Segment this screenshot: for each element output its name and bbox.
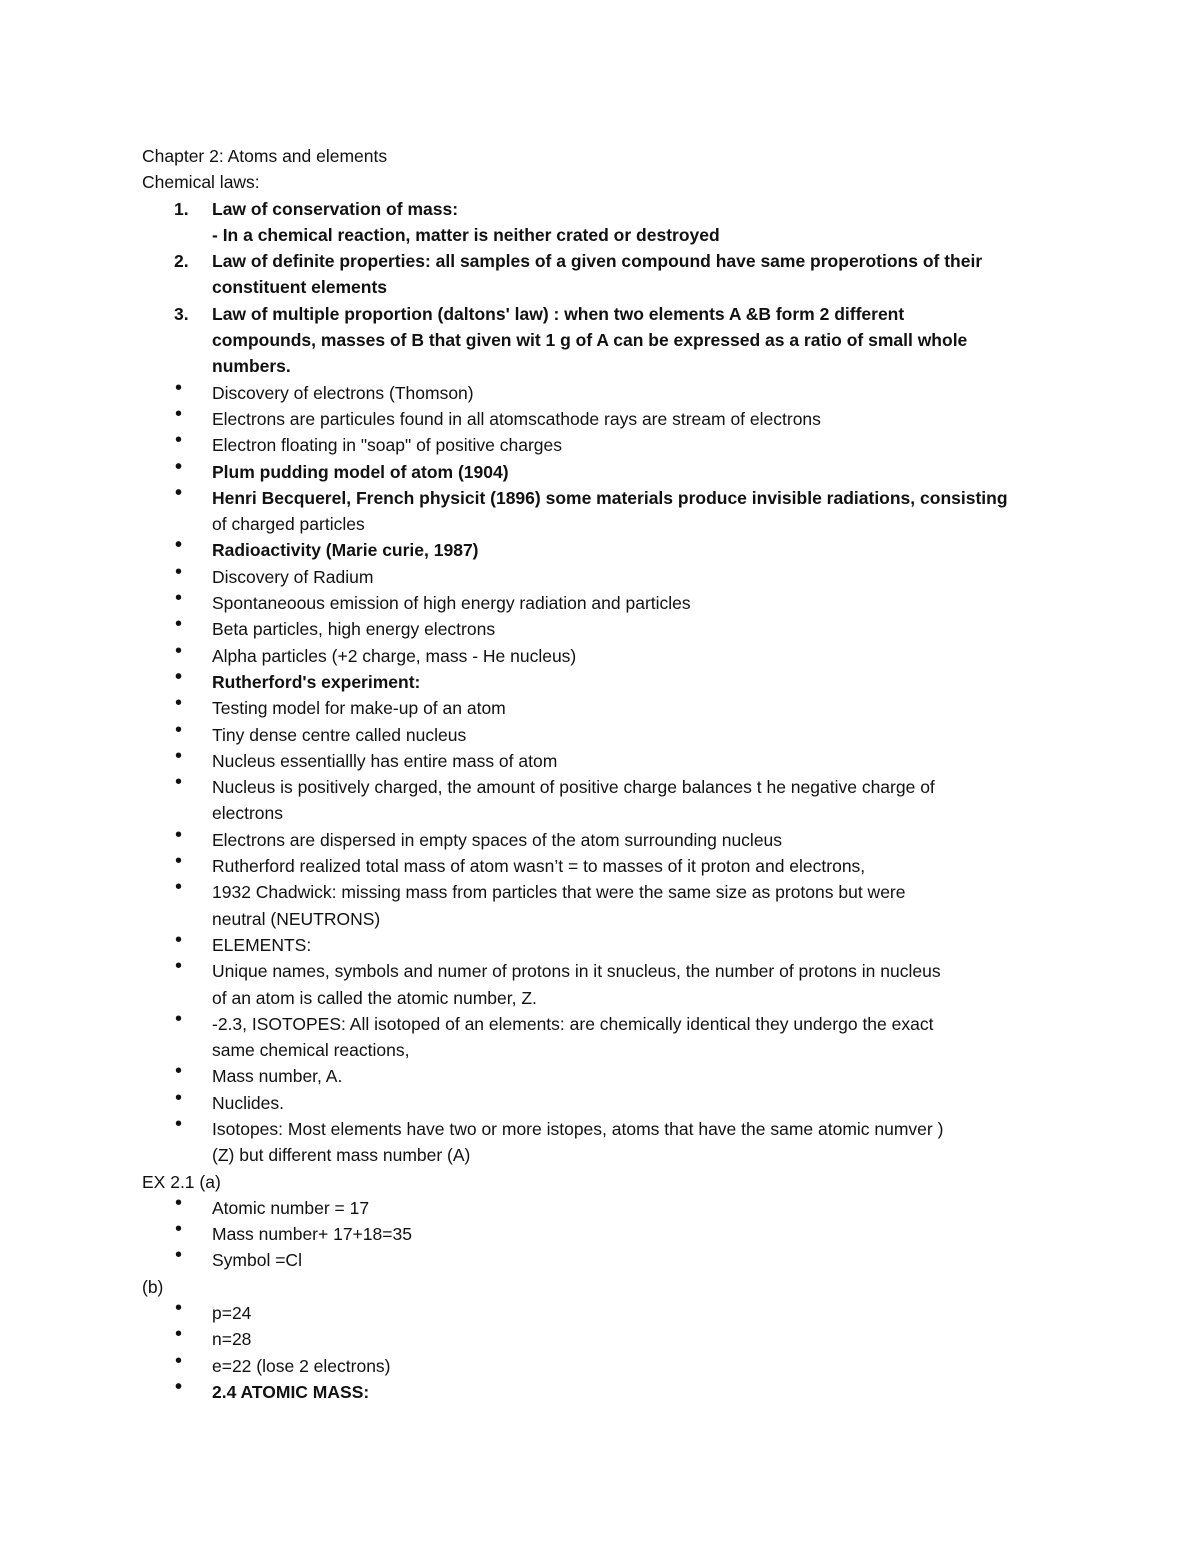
- bullet-item: [142, 1191, 1082, 1221]
- bullet-item: [142, 402, 1082, 432]
- bullet-item: [142, 744, 1082, 774]
- bullet-text: 1932 Chadwick: missing mass from particles that were the same size as protons but were: [212, 882, 906, 903]
- bullet-icon: •: [175, 771, 183, 794]
- list-number: 2.: [174, 251, 189, 272]
- bullet-text: 2.4 ATOMIC MASS:: [212, 1381, 370, 1402]
- numbered-item: [142, 301, 1082, 327]
- bullet-item: [142, 955, 1082, 984]
- bullet-item: [142, 455, 1082, 485]
- bullet-item: [142, 560, 1082, 590]
- bullet-text: e=22 (lose 2 electrons): [212, 1355, 391, 1376]
- list-item-continuation: [142, 353, 1082, 379]
- bullet-icon: •: [175, 1112, 183, 1135]
- list-item-text: - In a chemical reaction, matter is neither crated or destroyed: [212, 224, 720, 245]
- bullet-item: [142, 1112, 1082, 1142]
- list-item-continuation: [142, 327, 1082, 353]
- bullet-icon: •: [175, 718, 183, 741]
- bullet-text: electrons: [212, 803, 284, 824]
- bullet-text: Discovery of Radium: [212, 566, 374, 587]
- list-number: 1.: [174, 198, 189, 219]
- bullet-text: Nuclides.: [212, 1092, 284, 1113]
- bullet-item: [142, 429, 1082, 458]
- bullet-text: Isotopes: Most elements have two or more istopes, atoms that have the same atomic numver ): [212, 1118, 944, 1139]
- list-number: 3.: [174, 303, 189, 324]
- bullet-icon: •: [175, 1375, 183, 1398]
- bullet-text: Mass number, A.: [212, 1066, 343, 1087]
- bullet-item: [142, 1323, 1082, 1352]
- bullet-continuation: [142, 906, 1082, 932]
- bullet-continuation: [142, 1037, 1082, 1063]
- bullet-text: p=24: [212, 1303, 252, 1324]
- bullet-icon: •: [175, 613, 183, 636]
- bullet-icon: •: [175, 587, 183, 610]
- bullet-item: [142, 1007, 1082, 1037]
- section-heading: Chemical laws:: [142, 172, 260, 193]
- bullet-item: [142, 613, 1082, 642]
- bullet-icon: •: [175, 1191, 183, 1214]
- bullet-text: Electron floating in "soap" of positive charges: [212, 435, 562, 456]
- bullet-icon: •: [175, 1007, 183, 1030]
- bullet-icon: •: [175, 1323, 183, 1346]
- bullet-icon: •: [175, 744, 183, 767]
- bullet-item: [142, 876, 1082, 905]
- bullet-text: Symbol =Cl: [212, 1250, 302, 1271]
- bullet-icon: •: [175, 534, 183, 557]
- bullet-text: same chemical reactions,: [212, 1040, 410, 1061]
- bullet-item: [142, 481, 1082, 511]
- bullet-icon: •: [175, 481, 183, 504]
- list-item-text: compounds, masses of B that given wit 1 g of A can be expressed as a ratio of small whole: [212, 330, 968, 351]
- bullet-icon: •: [175, 1060, 183, 1083]
- bullet-icon: •: [175, 876, 183, 899]
- bullet-text: Radioactivity (Marie curie, 1987): [212, 540, 479, 561]
- bullet-item: [142, 639, 1082, 669]
- bullet-text: Mass number+ 17+18=35: [212, 1224, 412, 1245]
- bullet-item: [142, 1349, 1082, 1379]
- bullet-text: Discovery of electrons (Thomson): [212, 382, 474, 403]
- bullet-item: [142, 1244, 1082, 1273]
- example-heading: EX 2.1 (a): [142, 1171, 221, 1192]
- list-item-text: Law of definite properties: all samples of a given compound have same properotions of their: [212, 251, 983, 272]
- bullet-icon: •: [175, 1218, 183, 1241]
- bullet-item: [142, 665, 1082, 695]
- bullet-text: Beta particles, high energy electrons: [212, 619, 496, 640]
- bullet-continuation: [142, 511, 1082, 537]
- bullet-continuation: [142, 800, 1082, 826]
- bullet-icon: •: [175, 1086, 183, 1109]
- bullet-continuation: [142, 1142, 1082, 1168]
- bullet-text: Atomic number = 17: [212, 1197, 370, 1218]
- bullet-item: [142, 823, 1082, 853]
- bullet-icon: •: [175, 955, 183, 978]
- bullet-icon: •: [175, 850, 183, 873]
- bullet-item: [142, 534, 1082, 563]
- bullet-text: (Z) but different mass number (A): [212, 1145, 471, 1166]
- bullet-item: [142, 1375, 1082, 1405]
- numbered-item: [142, 248, 1082, 274]
- page-title: Chapter 2: Atoms and elements: [142, 146, 388, 166]
- bullet-text: Spontaneoous emission of high energy radiation and particles: [212, 593, 691, 614]
- bullet-icon: •: [175, 560, 183, 583]
- bullet-text: Henri Becquerel, French physicit (1896) some materials produce invisible radiations, consisting: [212, 487, 1008, 508]
- bullet-text: neutral (NEUTRONS): [212, 908, 381, 929]
- numbered-item: [142, 196, 1082, 222]
- bullet-icon: •: [175, 692, 183, 715]
- bullet-icon: •: [175, 639, 183, 662]
- bullet-item: [142, 1060, 1082, 1089]
- bullet-icon: •: [175, 665, 183, 688]
- bullet-text: of an atom is called the atomic number, Z.: [212, 987, 537, 1008]
- bullet-text: Tiny dense centre called nucleus: [212, 724, 467, 745]
- bullet-text: Rutherford's experiment:: [212, 671, 421, 692]
- bullet-text: n=28: [212, 1329, 252, 1350]
- bullet-item: [142, 587, 1082, 616]
- bullet-text: Electrons are dispersed in empty spaces of the atom surrounding nucleus: [212, 829, 783, 850]
- list-item-text: Law of conservation of mass:: [212, 198, 459, 219]
- bullet-item: [142, 771, 1082, 800]
- bullet-item: [142, 850, 1082, 879]
- bullet-text: Alpha particles (+2 charge, mass - He nucleus): [212, 645, 577, 666]
- bullet-text: Nucleus essentiallly has entire mass of atom: [212, 750, 558, 771]
- bullet-text: Unique names, symbols and numer of protons in it snucleus, the number of protons in nucleus: [212, 961, 941, 982]
- list-item-text: numbers.: [212, 356, 291, 377]
- bullet-item: [142, 376, 1082, 406]
- bullet-item: [142, 692, 1082, 721]
- bullet-icon: •: [175, 1349, 183, 1372]
- bullet-icon: •: [175, 455, 183, 478]
- bullet-text: -2.3, ISOTOPES: All isotoped of an elements: are chemically identical they undergo the exact: [212, 1013, 934, 1034]
- document-body: [142, 143, 1082, 1405]
- bullet-item: [142, 928, 1082, 958]
- bullet-text: of charged particles: [212, 514, 365, 535]
- bullet-item: [142, 1218, 1082, 1247]
- bullet-continuation: [142, 985, 1082, 1011]
- bullet-item: [142, 718, 1082, 748]
- list-item-continuation: [142, 222, 1082, 248]
- bullet-text: Plum pudding model of atom (1904): [212, 461, 509, 482]
- bullet-icon: •: [175, 376, 183, 399]
- bullet-icon: •: [175, 1297, 183, 1320]
- bullet-icon: •: [175, 429, 183, 452]
- list-item-continuation: [142, 274, 1082, 300]
- bullet-icon: •: [175, 928, 183, 951]
- bullet-text: Testing model for make-up of an atom: [212, 698, 506, 719]
- list-item-text: constituent elements: [212, 277, 388, 298]
- bullet-text: Nucleus is positively charged, the amount of positive charge balances t he negative charge of: [212, 777, 935, 798]
- bullet-text: Rutherford realized total mass of atom wasn’t = to masses of it proton and electrons,: [212, 856, 866, 877]
- list-item-text: Law of multiple proportion (daltons' law) : when two elements A &B form 2 different: [212, 303, 905, 324]
- bullet-item: [142, 1086, 1082, 1116]
- bullet-text: Electrons are particules found in all atomscathode rays are stream of electrons: [212, 408, 821, 429]
- bullet-text: ELEMENTS:: [212, 934, 312, 955]
- bullet-icon: •: [175, 823, 183, 846]
- bullet-icon: •: [175, 402, 183, 425]
- bullet-item: [142, 1297, 1082, 1326]
- example-heading: (b): [142, 1276, 164, 1297]
- bullet-icon: •: [175, 1244, 183, 1267]
